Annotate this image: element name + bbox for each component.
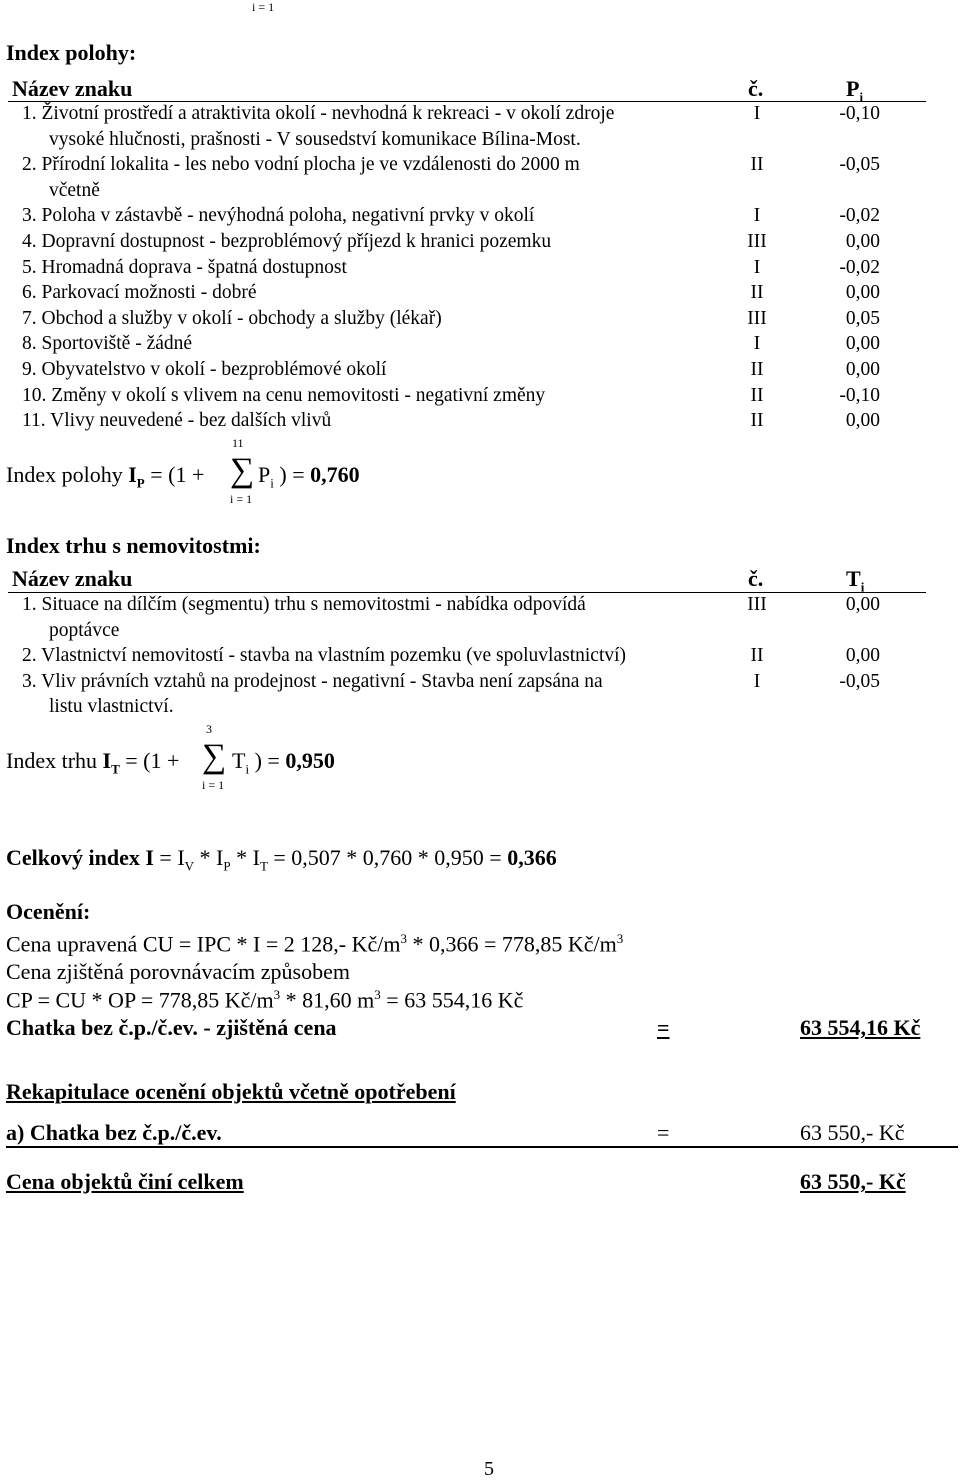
position-col-cat: č. <box>748 76 764 101</box>
market-sum-bottom: i = 1 <box>202 778 225 792</box>
position-row-value: -0,05 <box>839 154 880 176</box>
total-index-label: Celkový index I <box>6 845 154 870</box>
position-col-val-sub: i <box>859 89 864 105</box>
position-row-text: 11. Vlivy neuvedené - bez dalších vlivů <box>22 410 332 432</box>
market-formula-result: 0,950 <box>285 748 335 773</box>
market-formula-term-sub: i <box>245 761 250 777</box>
market-col-val-main: T <box>846 566 861 591</box>
market-sigma-symbol: ∑ <box>202 738 227 775</box>
position-row-value: 0,00 <box>845 231 880 252</box>
position-row-category: II <box>750 359 764 380</box>
valuation-line3-c: = 63 554,16 Kč <box>380 987 524 1013</box>
position-row-text: 5. Hromadná doprava - špatná dostupnost <box>22 256 347 278</box>
position-formula-tail <box>258 462 360 491</box>
position-row-value: 0,00 <box>845 359 880 380</box>
total-index-eq: = I <box>153 845 185 870</box>
valuation-line3-sup2: 3 <box>374 987 381 1002</box>
valuation-heading: Ocenění: <box>6 899 91 924</box>
position-formula <box>6 462 204 491</box>
valuation-line3-b: * 81,60 m <box>280 987 375 1013</box>
market-row-text: 1. Situace na dílčím (segmentu) trhu s nemovitostmi - nabídka odpovídá <box>22 594 586 615</box>
market-row-category: I <box>753 670 761 692</box>
total-index-star2: * I <box>230 845 260 870</box>
position-col-val-main: P <box>846 76 860 101</box>
position-row-category: I <box>753 205 761 227</box>
market-row-text: 3. Vliv právních vztahů na prodejnost - negativní - Stavba není zapsána na <box>22 670 603 692</box>
valuation-line2: Cena zjištěná porovnávacím způsobem <box>6 959 350 984</box>
valuation-line3 <box>6 987 523 1013</box>
market-formula-symbol: I <box>102 748 112 773</box>
position-row-category: II <box>750 154 764 176</box>
total-index-line <box>6 845 557 874</box>
position-index-heading: Index polohy: <box>6 40 137 65</box>
valuation-line1-b: * 0,366 = 778,85 Kč/m <box>406 931 617 957</box>
position-row-text: 2. Přírodní lokalita - les nebo vodní plocha je ve vzdálenosti do 2000 m <box>22 154 580 176</box>
position-sum-bottom: i = 1 <box>230 492 253 506</box>
valuation-final-label: Chatka bez č.p./č.ev. - zjištěná cena <box>6 1015 337 1040</box>
valuation-final-eq: = <box>657 1015 670 1040</box>
position-formula-result: 0,760 <box>310 462 360 487</box>
valuation-final-value: 63 554,16 Kč <box>800 1015 921 1040</box>
market-row-category: III <box>747 594 767 615</box>
position-col-name: Název znaku <box>12 76 133 101</box>
market-formula-end: ) = <box>249 748 286 773</box>
position-row-text: 3. Poloha v zástavbě - nevýhodná poloha, negativní prvky v okolí <box>22 205 535 227</box>
market-col-val-sub: i <box>860 579 865 595</box>
position-row-category: I <box>753 256 761 278</box>
position-row-category: III <box>747 307 767 329</box>
position-formula-prefix: Index polohy <box>6 462 129 487</box>
valuation-line1-a: Cena upravená CU = IPC * I = 2 128,- Kč/m <box>6 931 401 957</box>
position-formula-term: P <box>258 462 271 487</box>
market-formula-mid: = (1 + <box>119 748 180 773</box>
market-col-name: Název znaku <box>12 566 133 591</box>
position-row-category: II <box>750 384 764 406</box>
valuation-line1-sup1: 3 <box>400 931 407 946</box>
position-row-value: -0,02 <box>839 205 880 227</box>
recap-total-label: Cena objektů činí celkem <box>6 1169 244 1194</box>
market-row-value: 0,00 <box>845 645 880 667</box>
page-number: 5 <box>484 1458 494 1480</box>
market-formula-term: T <box>232 748 246 773</box>
recap-rule <box>6 1146 958 1148</box>
position-row-category: II <box>750 282 764 304</box>
position-row-category: I <box>753 333 761 355</box>
market-formula-tail <box>232 748 335 777</box>
position-formula-symbol-sub: P <box>136 475 145 491</box>
total-index-result: 0,366 <box>507 845 557 870</box>
total-index-sub-t: T <box>259 858 268 874</box>
position-sigma-symbol: ∑ <box>230 452 255 489</box>
position-formula-mid: = (1 + <box>144 462 205 487</box>
recap-total-value: 63 550,- Kč <box>800 1169 906 1194</box>
total-index-sub-v: V <box>184 858 195 874</box>
position-row-text: 1. Životní prostředí a atraktivita okolí - nevhodná k rekreaci - v okolí zdroje <box>22 103 615 124</box>
position-formula-end: ) = <box>273 462 311 487</box>
position-row-category: III <box>747 231 767 252</box>
total-index-rest: = 0,507 * 0,760 * 0,950 = <box>267 845 508 870</box>
position-row-value: -0,10 <box>839 384 880 406</box>
valuation-line3-sup1: 3 <box>273 987 281 1002</box>
position-row-text: 9. Obyvatelstvo v okolí - bezproblémové okolí <box>22 359 387 380</box>
recap-item-value: 63 550,- Kč <box>800 1120 905 1145</box>
position-row-value: 0,00 <box>845 282 880 304</box>
market-formula-symbol-sub: T <box>111 761 120 777</box>
valuation-line3-a: CP = CU * OP = 778,85 Kč/m <box>6 987 274 1013</box>
position-table-rule <box>8 101 926 102</box>
position-formula-symbol: I <box>128 462 137 487</box>
position-row-category: II <box>750 410 764 432</box>
position-row-text: 7. Obchod a služby v okolí - obchody a služby (lékař) <box>22 307 442 329</box>
position-row-value: 0,00 <box>845 333 880 355</box>
market-row-text-continued: poptávce <box>49 619 120 641</box>
market-table-rule <box>8 592 926 593</box>
valuation-line1 <box>6 931 623 957</box>
market-formula-prefix: Index trhu <box>6 748 103 773</box>
market-row-text-continued: listu vlastnictví. <box>49 696 174 718</box>
recap-item-eq: = <box>657 1120 670 1145</box>
position-row-value: -0,10 <box>839 103 880 124</box>
recap-item-label: a) Chatka bez č.p./č.ev. <box>6 1120 222 1145</box>
position-row-text: 6. Parkovací možnosti - dobré <box>22 282 257 304</box>
position-row-category: I <box>753 103 761 124</box>
position-row-value: 0,00 <box>845 410 880 432</box>
total-index-star1: * I <box>194 845 224 870</box>
market-row-text: 2. Vlastnictví nemovitostí - stavba na vlastním pozemku (ve spoluvlastnictví) <box>22 645 627 667</box>
position-row-text-continued: vysoké hlučnosti, prašnosti - V sousedství komunikace Bílina-Most. <box>49 128 581 150</box>
market-formula <box>6 748 179 777</box>
position-row-text-continued: včetně <box>49 179 100 201</box>
position-row-text: 4. Dopravní dostupnost - bezproblémový příjezd k hranici pozemku <box>22 231 552 252</box>
valuation-line1-sup2: 3 <box>616 931 624 946</box>
position-row-value: -0,02 <box>839 256 880 278</box>
position-formula-term-sub: i <box>270 475 274 491</box>
market-row-value: -0,05 <box>839 670 880 692</box>
position-row-value: 0,05 <box>845 307 880 329</box>
position-sum-top: 11 <box>232 436 244 450</box>
total-index-sub-p: P <box>223 858 231 874</box>
top-sum-fragment: i = 1 <box>252 0 275 14</box>
position-row-text: 8. Sportoviště - žádné <box>22 333 193 355</box>
market-row-category: II <box>750 645 764 667</box>
position-row-text: 10. Změny v okolí s vlivem na cenu nemovitosti - negativní změny <box>22 384 546 406</box>
market-col-cat: č. <box>748 566 764 591</box>
market-sum-top: 3 <box>206 722 212 736</box>
recap-heading: Rekapitulace ocenění objektů včetně opotřebení <box>6 1079 456 1104</box>
market-index-heading: Index trhu s nemovitostmi: <box>6 533 261 558</box>
market-row-value: 0,00 <box>845 594 880 615</box>
market-col-val <box>846 566 864 595</box>
